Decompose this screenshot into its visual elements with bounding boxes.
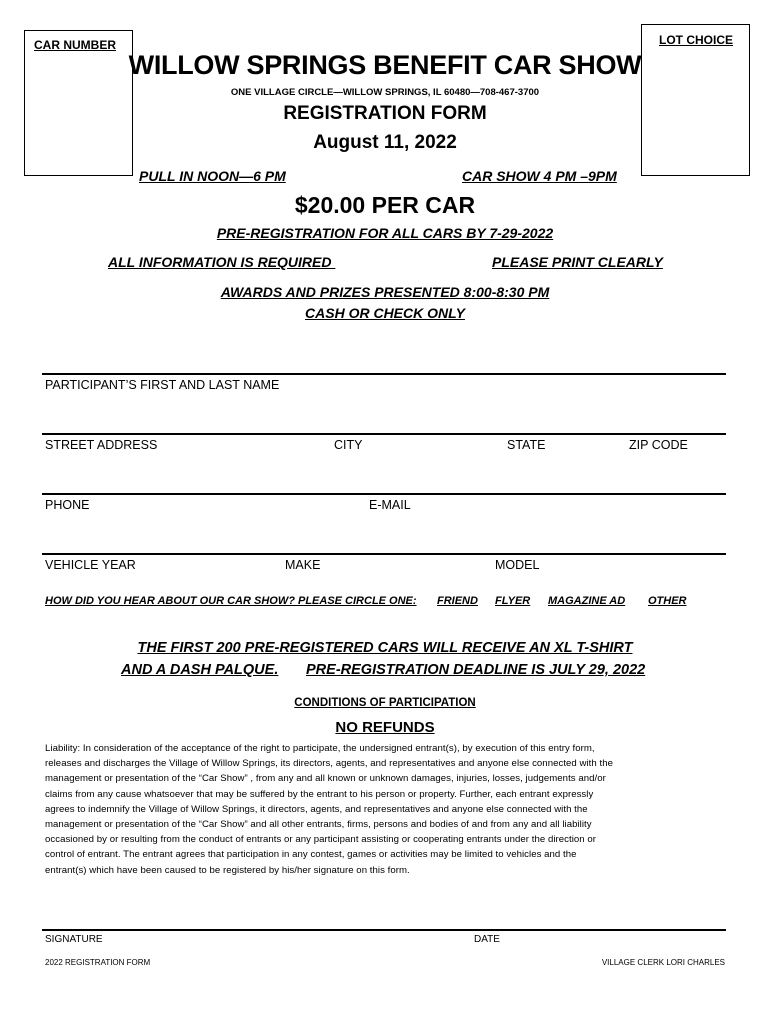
- participant-name-label: PARTICIPANT’S FIRST AND LAST NAME: [45, 378, 280, 392]
- date-label: DATE: [474, 934, 500, 945]
- price: $20.00 PER CAR: [294, 192, 476, 218]
- conditions-heading: CONDITIONS OF PARTICIPATION: [294, 697, 476, 709]
- signature-line[interactable]: [42, 929, 726, 931]
- street-address-label: STREET ADDRESS: [45, 438, 158, 452]
- info-required: ALL INFORMATION IS REQUIRED: [108, 254, 336, 270]
- liability-line: agrees to indemnify the Village of Willow Springs, it directors, agents, and representatives and anyone else connected with the: [45, 803, 588, 815]
- liability-line: occasioned by or resulting from the conduct of entrants or any participant assisting or cooperating entrants under the direction or: [45, 834, 597, 846]
- make-label: MAKE: [285, 558, 321, 572]
- option-other[interactable]: OTHER: [648, 595, 687, 607]
- car-number-label: CAR NUMBER: [34, 38, 116, 52]
- phone-line[interactable]: [42, 493, 726, 495]
- option-magazine-ad[interactable]: MAGAZINE AD: [548, 595, 626, 607]
- address-line-rule[interactable]: [42, 433, 726, 435]
- liability-line: claims from any cause whatsoever that may be suffered by the entrant to his person or property. Further, each entrant expressly: [45, 788, 594, 800]
- no-refunds-heading: NO REFUNDS: [335, 719, 435, 736]
- email-label: E-MAIL: [369, 498, 411, 512]
- name-line[interactable]: [42, 373, 726, 375]
- vehicle-line[interactable]: [42, 553, 726, 555]
- event-date: August 11, 2022: [313, 132, 457, 153]
- pre-registration-note: PRE-REGISTRATION FOR ALL CARS BY 7-29-2022: [216, 225, 554, 241]
- address-line: ONE VILLAGE CIRCLE—WILLOW SPRINGS, IL 60480—708-467-3700: [230, 87, 540, 98]
- liability-line: management or presentation of the “Car Show” , from any and all known or unknown damages, injuries, losses, judgements and/or: [45, 773, 606, 785]
- form-name: REGISTRATION FORM: [283, 103, 487, 124]
- phone-label: PHONE: [45, 498, 90, 512]
- liability-line: control of entrant. The entrant agrees that participation in any contest, games or activities may be limited to vehicles and the: [45, 849, 577, 861]
- state-label: STATE: [507, 438, 546, 452]
- awards-note: AWARDS AND PRIZES PRESENTED 8:00-8:30 PM: [220, 284, 550, 300]
- liability-line: management or presentation of the “Car Show” and all other entrants, firms, persons and bodies of and from any and all liability: [45, 819, 592, 831]
- liability-line: Liability: In consideration of the acceptance of the right to participate, the undersigned entrant(s), by execution of this entry form,: [45, 743, 595, 754]
- tshirt-notice-line2b: PRE-REGISTRATION DEADLINE IS JULY 29, 2022: [306, 662, 646, 678]
- tshirt-notice-line2a: AND A DASH PALQUE.: [121, 662, 279, 678]
- tshirt-notice-line1: THE FIRST 200 PRE-REGISTERED CARS WILL RECEIVE AN XL T-SHIRT: [137, 640, 633, 656]
- hear-about-question: HOW DID YOU HEAR ABOUT OUR CAR SHOW? PLEASE CIRCLE ONE:: [45, 595, 417, 607]
- car-show-time: CAR SHOW 4 PM –9PM: [462, 168, 617, 184]
- vehicle-year-label: VEHICLE YEAR: [45, 558, 136, 572]
- footer-form-name: 2022 REGISTRATION FORM: [45, 958, 151, 967]
- liability-paragraph: [45, 741, 729, 878]
- liability-line: releases and discharges the Village of Willow Springs, its directors, agents, and representatives and anyone else connected with the: [45, 758, 613, 770]
- signature-label: SIGNATURE: [45, 934, 103, 945]
- footer-clerk: VILLAGE CLERK LORI CHARLES: [601, 958, 725, 967]
- option-flyer[interactable]: FLYER: [495, 595, 531, 607]
- option-friend[interactable]: FRIEND: [437, 595, 478, 607]
- page-title: WILLOW SPRINGS BENEFIT CAR SHOW: [128, 50, 642, 80]
- liability-line: entrant(s) which have been caused to be registered by his/her signature on this form.: [45, 864, 410, 876]
- city-label: CITY: [334, 438, 363, 452]
- payment-note: CASH OR CHECK ONLY: [305, 305, 465, 321]
- pull-in-time: PULL IN NOON—6 PM: [139, 168, 286, 184]
- model-label: MODEL: [495, 558, 540, 572]
- print-clearly: PLEASE PRINT CLEARLY: [492, 254, 663, 270]
- lot-choice-label: LOT CHOICE: [659, 33, 733, 47]
- zip-label: ZIP CODE: [629, 438, 688, 452]
